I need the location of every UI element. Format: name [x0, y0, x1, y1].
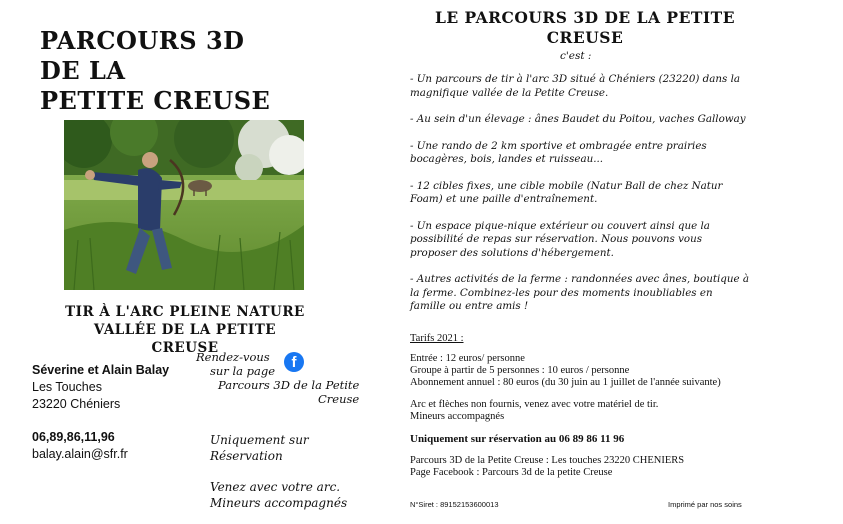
equipment-note: Arc et flèches non fournis, venez avec votre matériel de tir.	[410, 399, 659, 410]
feature-item: - Au sein d'un élevage : ânes Baudet du Poitou, vaches Galloway	[410, 113, 746, 125]
reservation-note-line-1: Uniquement sur	[210, 433, 309, 447]
facebook-note-line-3: Parcours 3D de la Petite	[218, 378, 360, 392]
archer-photo-illustration	[64, 120, 304, 290]
right-title-line-1: LE PARCOURS 3D DE LA PETITE	[434, 8, 736, 27]
tagline	[60, 303, 310, 357]
feature-item: - 12 cibles fixes, une cible mobile (Natur Ball de chez Natur Foam) et une paille d'entraînement.	[410, 179, 723, 205]
reservation-phone-note: Uniquement sur réservation au 06 89 86 11 96	[410, 433, 625, 445]
facebook-icon[interactable]: f	[284, 352, 304, 372]
address-line: Parcours 3D de la Petite Creuse : Les touches 23220 CHENIERS	[410, 455, 685, 466]
contact-email: balay.alain@sfr.fr	[32, 447, 128, 461]
left-title-line-3: PETITE CREUSE	[40, 86, 271, 115]
pricing-entry: Entrée : 12 euros/ personne	[410, 353, 525, 364]
bring-bow-note-line-2: Mineurs accompagnés	[210, 496, 348, 510]
feature-list	[410, 73, 750, 327]
left-title-line-1: PARCOURS 3D	[40, 26, 245, 55]
facebook-note	[190, 350, 360, 406]
right-title-line-2: CREUSE	[546, 28, 624, 47]
facebook-note-line-1: Rendez-vous	[196, 350, 270, 364]
feature-item: - Une rando de 2 km sportive et ombragée entre prairies bocagères, bois, landes et ruisseau...	[410, 139, 707, 165]
right-title	[410, 8, 760, 48]
contact-name: Séverine et Alain Balay	[32, 363, 170, 377]
contact-phone: 06,89,86,11,96	[32, 430, 115, 444]
facebook-note-line-4: Creuse	[318, 392, 360, 406]
facebook-note-line-2: sur la page	[210, 364, 276, 378]
left-title-line-2: DE LA	[40, 56, 126, 85]
contact-block	[32, 362, 169, 463]
pricing-heading: Tarifs 2021 :	[410, 333, 464, 344]
facebook-page-line: Page Facebook : Parcours 3d de la petite Creuse	[410, 467, 613, 478]
feature-item: - Un espace pique-nique extérieur ou couvert ainsi que la possibilité de repas sur réservation. Nous pouvons vous proposer des solutions d'hébergement.	[410, 219, 710, 259]
reservation-note	[210, 432, 309, 464]
contact-address-1: Les Touches	[32, 380, 102, 394]
feature-item: - Autres activités de la ferme : randonnées avec ânes, boutique à la ferme. Combinez-les pour des moments inoubliables en famille ou entre amis !	[410, 273, 749, 312]
contact-address-2: 23220 Chéniers	[32, 397, 121, 411]
reservation-note-line-2: Réservation	[210, 449, 283, 463]
archer-photo	[64, 120, 304, 290]
pricing-block	[410, 333, 750, 479]
print-note: Imprimé par nos soins	[668, 500, 742, 509]
pricing-group: Groupe à partir de 5 personnes : 10 euros / personne	[410, 365, 630, 376]
feature-item: - Un parcours de tir à l'arc 3D situé à Chéniers (23220) dans la magnifique vallée de la Petite Creuse.	[410, 73, 741, 99]
tagline-line-1: TIR À L'ARC PLEINE NATURE	[65, 304, 305, 320]
tagline-line-2: VALLÉE DE LA PETITE CREUSE	[93, 322, 277, 356]
cest-label: c'est :	[560, 50, 592, 62]
left-title	[40, 26, 300, 116]
bring-bow-note-line-1: Venez avec votre arc.	[210, 480, 341, 494]
siret-number: N°Siret : 89152153600013	[410, 500, 499, 509]
minors-note: Mineurs accompagnés	[410, 411, 505, 422]
bring-bow-note	[210, 479, 347, 511]
pricing-subscription: Abonnement annuel : 80 euros (du 30 juin au 1 juillet de l'année suivante)	[410, 377, 721, 388]
